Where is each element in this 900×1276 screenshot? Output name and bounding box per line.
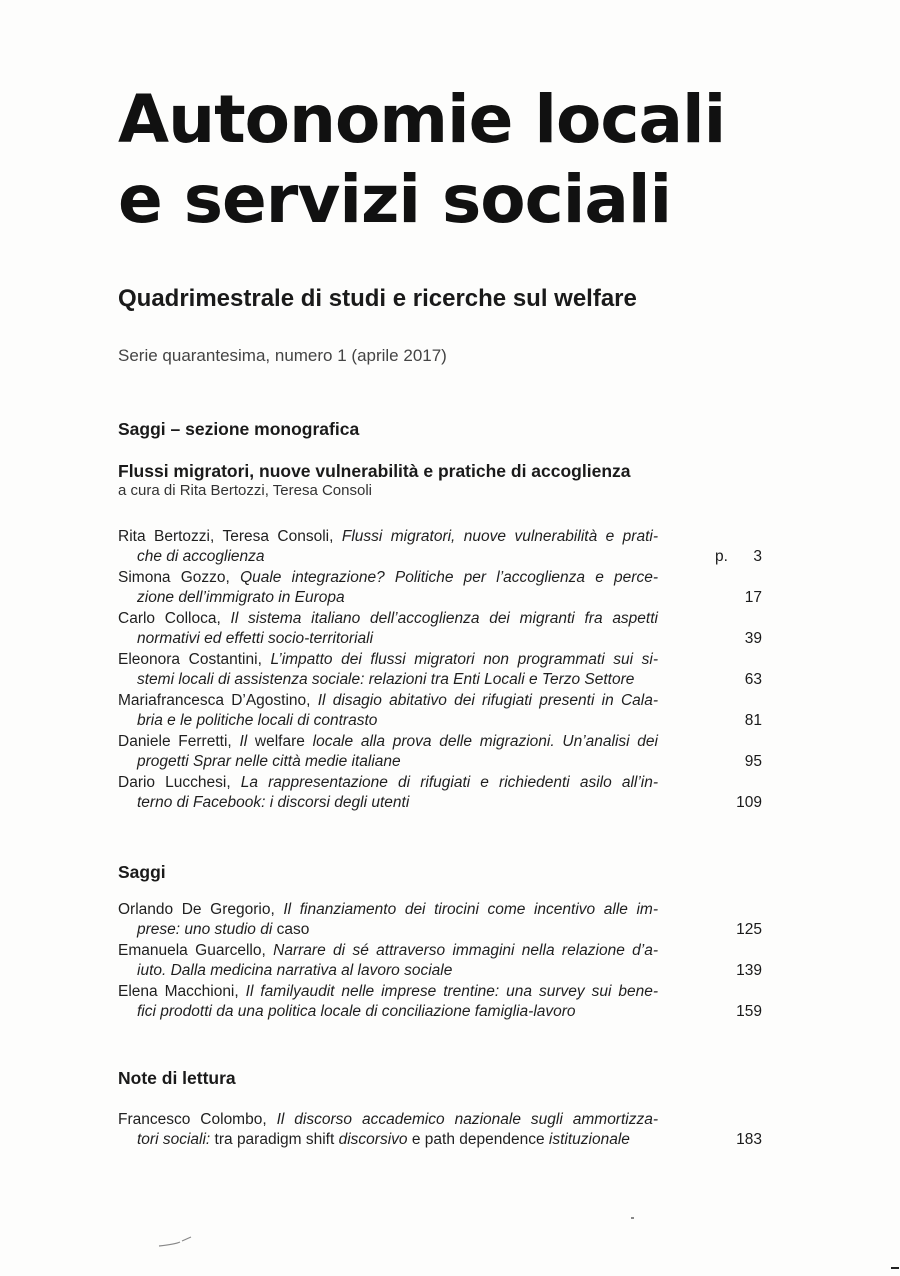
- monographic-title: Flussi migratori, nuove vulnerabilità e pratiche di accoglienza: [118, 461, 631, 481]
- entry-title-cont: iuto. Dalla medicina narrativa al lavoro sociale: [137, 962, 453, 979]
- entry-page: 125: [736, 921, 762, 938]
- entry-title-cont: stemi locali di assistenza sociale: relazioni tra Enti Locali e Terzo Settore: [137, 671, 635, 688]
- entry-author: Simona Gozzo,: [118, 569, 230, 586]
- toc-entry[interactable]: [118, 773, 768, 814]
- entry-page: 159: [736, 1003, 762, 1020]
- toc-entry[interactable]: [118, 732, 768, 773]
- entry-page: 109: [736, 794, 762, 811]
- entry-page: 95: [744, 753, 762, 770]
- entry-title-cont: discorsivo: [338, 1131, 408, 1148]
- toc-entry[interactable]: [118, 691, 768, 732]
- entry-title-cont: normativi ed effetti socio-territoriali: [137, 630, 374, 647]
- entry-title: Il sistema italiano dell’accoglienza dei migranti fra aspetti: [230, 610, 658, 627]
- section-heading-reading-notes: Note di lettura: [118, 1068, 236, 1088]
- toc-reading-notes-list: [118, 1110, 768, 1151]
- entry-title-cont: che di accoglienza: [137, 548, 265, 565]
- section-heading-essays: Saggi: [118, 862, 166, 882]
- toc-entry[interactable]: [118, 900, 768, 941]
- entry-title-cont: tori sociali:: [137, 1131, 211, 1148]
- entry-author: Orlando De Gregorio,: [118, 901, 275, 918]
- journal-title-line-2: e servizi sociali: [118, 161, 672, 238]
- entry-title-cont: progetti Sprar nelle città medie italiane: [137, 753, 401, 770]
- entry-author: Rita Bertozzi, Teresa Consoli,: [118, 528, 334, 545]
- toc-entry[interactable]: [118, 527, 768, 568]
- entry-title-cont: fici prodotti da una politica locale di conciliazione famiglia-lavoro: [137, 1003, 576, 1020]
- entry-title-cont: bria e le politiche locali di contrasto: [137, 712, 378, 729]
- entry-title-plain: tra: [214, 1131, 233, 1148]
- entry-author: Mariafrancesca D’Agostino,: [118, 692, 311, 709]
- entry-author: Francesco Colombo,: [118, 1111, 267, 1128]
- journal-title-line-1: Autonomie locali: [118, 81, 726, 158]
- entry-page: 183: [736, 1131, 762, 1148]
- entry-title: Quale integrazione? Politiche per l’accoglienza e perce-: [240, 569, 658, 586]
- entry-title: locale alla prova delle migrazioni. Un’analisi dei: [312, 733, 658, 750]
- entry-title: La rappresentazione di rifugiati e richiedenti asilo all’in-: [240, 774, 658, 791]
- entry-title-cont: prese: uno studio di: [137, 921, 273, 938]
- entry-page: 17: [744, 589, 762, 606]
- page-label: p.: [715, 548, 728, 565]
- entry-title: Flussi migratori, nuove vulnerabilità e prati-: [341, 528, 658, 545]
- entry-author: Eleonora Costantini,: [118, 651, 262, 668]
- entry-author: Daniele Ferretti,: [118, 733, 232, 750]
- entry-author: Emanuela Guarcello,: [118, 942, 266, 959]
- entry-author: Carlo Colloca,: [118, 610, 221, 627]
- entry-author: Elena Macchioni,: [118, 983, 239, 1000]
- toc-entry[interactable]: [118, 941, 768, 982]
- entry-page: 39: [744, 630, 762, 647]
- entry-title-plain: paradigm shift: [236, 1131, 335, 1148]
- entry-title: Il disagio abitativo dei rifugiati presenti in Cala-: [317, 692, 659, 709]
- entry-page: 63: [744, 671, 762, 688]
- entry-title: L’impatto dei flussi migratori non programmati sui si-: [270, 651, 659, 668]
- entry-title-plain: e: [411, 1131, 421, 1148]
- pencil-mark-icon: [158, 1236, 192, 1248]
- toc-monographic-list: [118, 527, 768, 814]
- toc-entry[interactable]: [118, 1110, 768, 1151]
- scan-speck: [631, 1217, 634, 1219]
- entry-title-cont: istituzionale: [548, 1131, 630, 1148]
- entry-title-plain: path dependence: [424, 1131, 545, 1148]
- entry-title: Il finanziamento dei tirocini come incentivo alle im-: [283, 901, 658, 918]
- entry-author: Dario Lucchesi,: [118, 774, 231, 791]
- entry-title-cont: zione dell’immigrato in Europa: [137, 589, 345, 606]
- entry-page: 3: [753, 548, 762, 565]
- monographic-editors: a cura di Rita Bertozzi, Teresa Consoli: [118, 482, 373, 499]
- entry-page: 139: [736, 962, 762, 979]
- entry-title: Il familyaudit nelle imprese trentine: una survey sui bene-: [245, 983, 658, 1000]
- scan-edge-mark: [891, 1267, 899, 1269]
- entry-title-cont: terno di Facebook: i discorsi degli utenti: [137, 794, 410, 811]
- section-heading-monographic: Saggi – sezione monografica: [118, 419, 360, 439]
- entry-title-plain: caso: [276, 921, 310, 938]
- issue-series: Serie quarantesima, numero 1 (aprile 2017): [118, 346, 447, 365]
- toc-entry[interactable]: [118, 568, 768, 609]
- toc-entry[interactable]: [118, 982, 768, 1023]
- toc-entry[interactable]: [118, 650, 768, 691]
- entry-title: Il: [239, 733, 248, 750]
- entry-title: Narrare di sé attraverso immagini nella relazione d’a-: [273, 942, 659, 959]
- entry-title: Il discorso accademico nazionale sugli ammortizza-: [276, 1111, 659, 1128]
- entry-title-plain: welfare: [254, 733, 305, 750]
- entry-page: 81: [744, 712, 762, 729]
- toc-entry[interactable]: [118, 609, 768, 650]
- journal-subtitle: Quadrimestrale di studi e ricerche sul welfare: [118, 285, 637, 312]
- journal-title: [118, 80, 725, 240]
- toc-essays-list: [118, 900, 768, 1023]
